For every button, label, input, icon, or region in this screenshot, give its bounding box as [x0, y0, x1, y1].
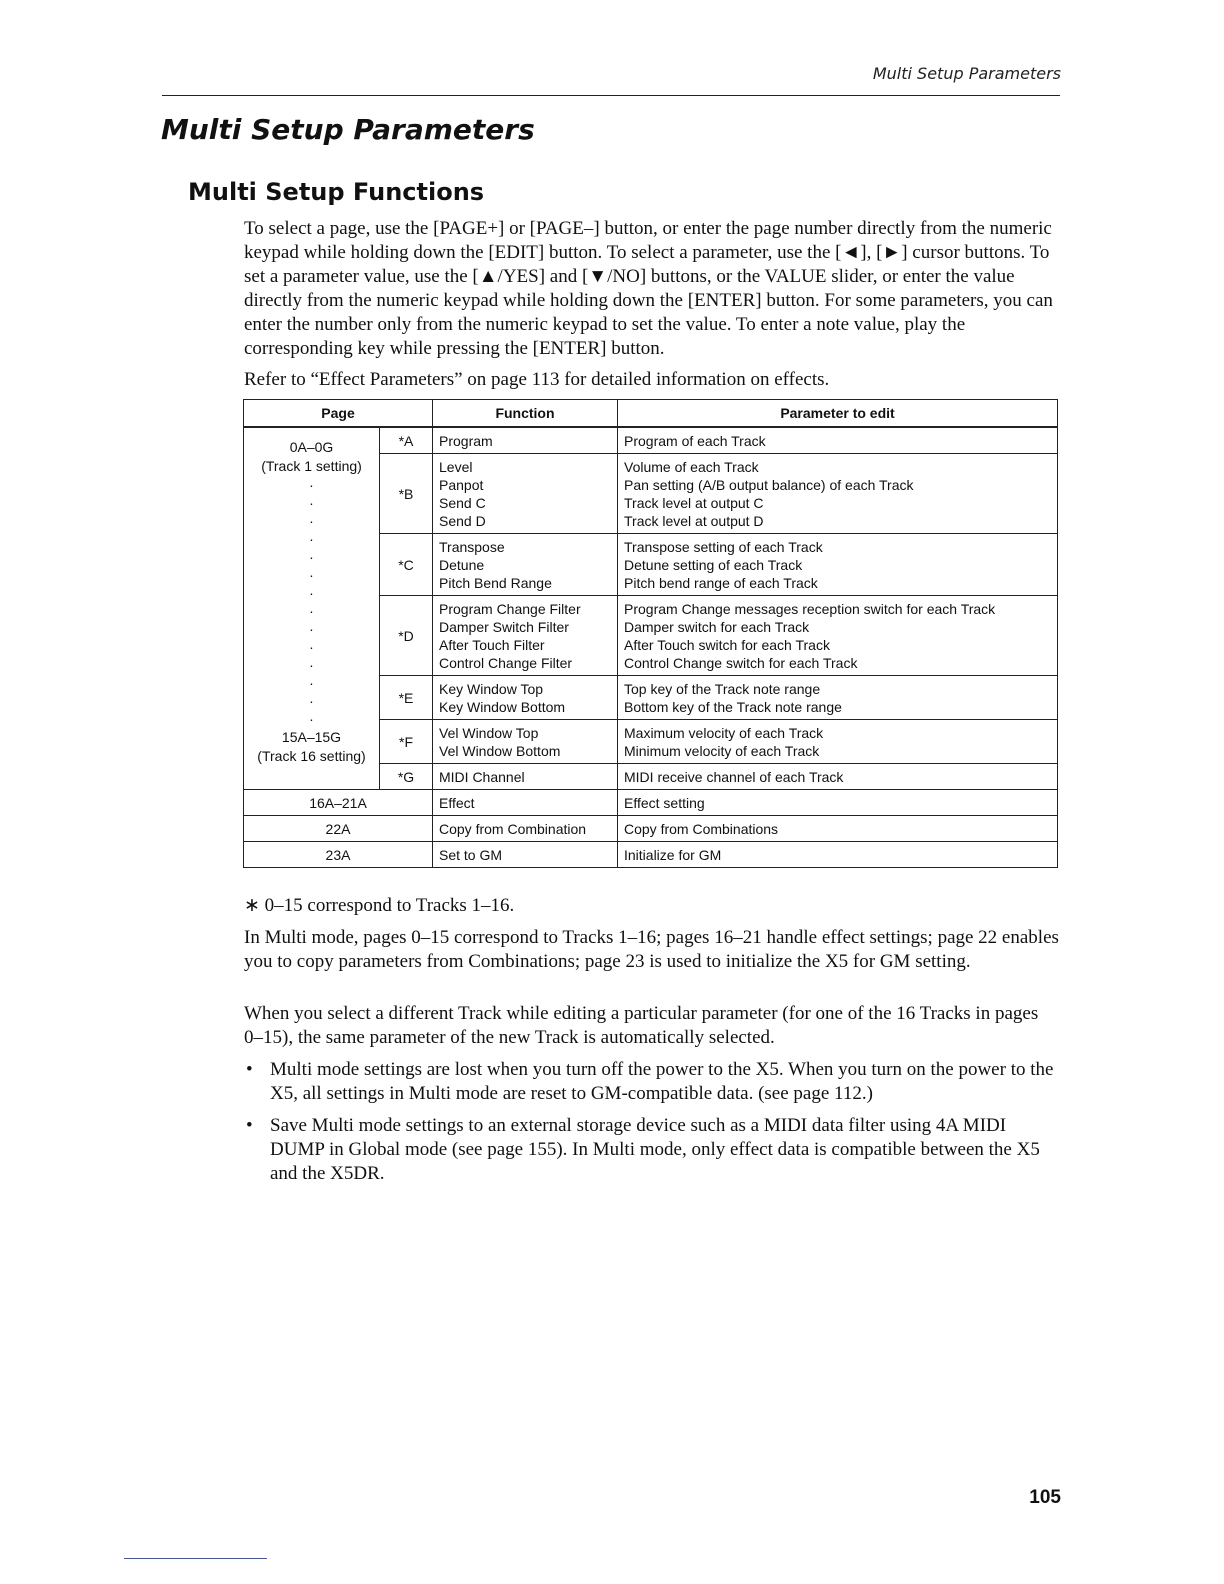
function-cell: Level Panpot Send C Send D [433, 454, 618, 534]
parameter-cell: Effect setting [618, 790, 1058, 816]
function-cell: Set to GM [433, 842, 618, 868]
parameter-cell: Maximum velocity of each Track Minimum velocity of each Track [618, 720, 1058, 764]
parameter-cell: Program Change messages reception switch for each Track Damper switch for each Track After Touch switch for each Track Control Change switch for each Track [618, 596, 1058, 676]
group-star: *A [380, 427, 433, 454]
parameter-cell: Program of each Track [618, 427, 1058, 454]
header-page: Page [244, 400, 433, 428]
table-note: ∗ 0–15 correspond to Tracks 1–16. [244, 895, 515, 916]
multi-mode-paragraph: In Multi mode, pages 0–15 correspond to Tracks 1–16; pages 16–21 handle effect settings; page 22 enables you to copy parameters from Combinations; page 23 is used to initialize the X5 for GM setting. [244, 927, 1059, 972]
table-row [244, 816, 1058, 842]
page-cell: 22A [244, 816, 433, 842]
refer-paragraph: Refer to “Effect Parameters” on page 113 for detailed information on effects. [244, 369, 830, 390]
group-star: *C [380, 534, 433, 596]
group-star: *E [380, 676, 433, 720]
track-pages-cell [244, 427, 380, 790]
page-cell: 16A–21A [244, 790, 433, 816]
header-rule [162, 95, 1060, 96]
multi-setup-table [243, 399, 1058, 868]
group-star: *B [380, 454, 433, 534]
track-page-dot: · [309, 711, 314, 727]
list-item-text: Multi mode settings are lost when you turn off the power to the X5. When you turn on the power to the X5, all settings in Multi mode are reset to GM-compatible data. (see page 112.) [270, 1059, 1054, 1104]
page-title: Multi Setup Parameters [161, 113, 535, 146]
function-cell: MIDI Channel [433, 764, 618, 790]
track-page-dot: · [309, 621, 314, 637]
track-pages-bottom-note: (Track 16 setting) [257, 748, 366, 764]
header-function: Function [433, 400, 618, 428]
parameter-cell: Copy from Combinations [618, 816, 1058, 842]
parameter-cell: Volume of each Track Pan setting (A/B output balance) of each Track Track level at output C Track level at output D [618, 454, 1058, 534]
group-star: *D [380, 596, 433, 676]
list-item-text: Save Multi mode settings to an external storage device such as a MIDI data filter using 4A MIDI DUMP in Global mode (see page 155). In Multi mode, only effect data is compatible between the X5 and the X5DR. [270, 1115, 1040, 1184]
track-page-dot: · [309, 513, 314, 529]
page-cell: 23A [244, 842, 433, 868]
track-page-dot: · [309, 531, 314, 547]
track-select-paragraph: When you select a different Track while editing a particular parameter (for one of the 16 Tracks in pages 0–15), the same parameter of the new Track is automatically selected. [244, 1003, 1039, 1048]
header-parameter: Parameter to edit [618, 400, 1058, 428]
bullet-icon: • [246, 1115, 253, 1136]
intro-paragraph: To select a page, use the [PAGE+] or [PAGE–] button, or enter the page number directly from the numeric keypad while holding down the [EDIT] button. To select a parameter, use the [◄], [►] cursor buttons. To set a parameter value, use the [▲/YES] and [▼/NO] buttons, or the VALUE slider, or enter the value directly from the numeric keypad while holding down the [ENTER] button. For some parameters, you can enter the number only from the numeric keypad to set the value. To enter a note value, play the corresponding key while pressing the [ENTER] button. [244, 218, 1053, 359]
parameter-cell: Initialize for GM [618, 842, 1058, 868]
function-cell: Program Change Filter Damper Switch Filter After Touch Filter Control Change Filter [433, 596, 618, 676]
table-header-row [244, 400, 1058, 428]
track-pages-bottom: 15A–15G [281, 729, 342, 745]
parameter-cell: Top key of the Track note range Bottom key of the Track note range [618, 676, 1058, 720]
track-pages-top-note: (Track 1 setting) [261, 458, 362, 474]
function-cell: Key Window Top Key Window Bottom [433, 676, 618, 720]
track-page-dot: · [309, 567, 314, 583]
track-pages-dots [244, 476, 379, 728]
table-row [244, 842, 1058, 868]
list-item [244, 1058, 1059, 1106]
track-page-dot: · [309, 639, 314, 655]
track-page-dot: · [309, 477, 314, 493]
table-row [244, 427, 1058, 454]
track-page-dot: · [309, 495, 314, 511]
track-pages-top: 0A–0G [289, 439, 334, 455]
function-cell: Program [433, 427, 618, 454]
notes-list [244, 1058, 1059, 1194]
table-row [244, 790, 1058, 816]
track-page-dot: · [309, 693, 314, 709]
bullet-icon: • [246, 1059, 253, 1080]
function-cell: Transpose Detune Pitch Bend Range [433, 534, 618, 596]
section-title: Multi Setup Functions [188, 178, 485, 206]
group-star: *G [380, 764, 433, 790]
list-item [244, 1114, 1059, 1186]
track-page-dot: · [309, 657, 314, 673]
page-number: 105 [1029, 1487, 1061, 1508]
function-cell: Vel Window Top Vel Window Bottom [433, 720, 618, 764]
footer-rule [124, 1558, 267, 1559]
track-page-dot: · [309, 675, 314, 691]
parameter-cell: Transpose setting of each Track Detune setting of each Track Pitch bend range of each Track [618, 534, 1058, 596]
function-cell: Copy from Combination [433, 816, 618, 842]
group-star: *F [380, 720, 433, 764]
running-head: Multi Setup Parameters [872, 64, 1061, 83]
track-page-dot: · [309, 585, 314, 601]
track-page-dot: · [309, 603, 314, 619]
parameter-cell: MIDI receive channel of each Track [618, 764, 1058, 790]
function-cell: Effect [433, 790, 618, 816]
track-page-dot: · [309, 549, 314, 565]
